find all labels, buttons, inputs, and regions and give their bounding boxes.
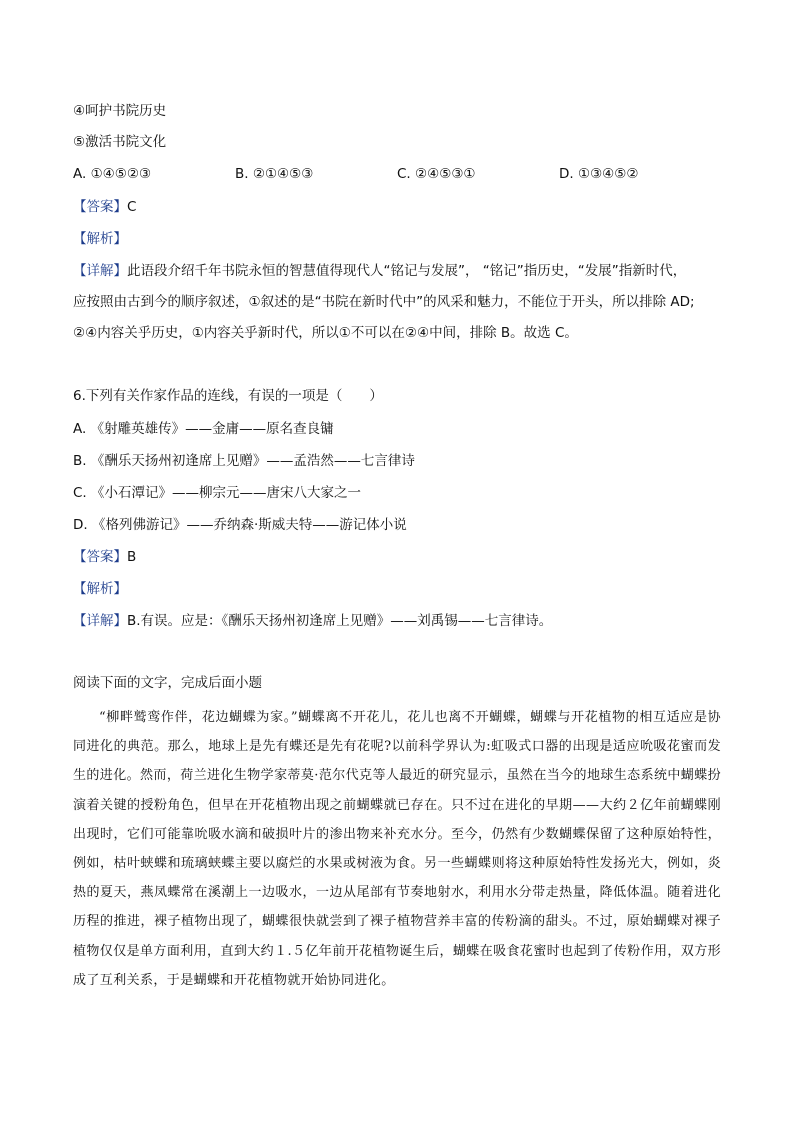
q6-option-a: A. 《射雕英雄传》——金庸——原名查良镛 [73,421,334,437]
q5-analysis-tag [73,229,127,249]
q6-detail [73,611,552,631]
q5-option-a: A. ①④⑤②③ [73,166,152,182]
q5-detail-line-3: ②④内容关乎历史，①内容关乎新时代，所以①不可以在②④中间，排除 B。故选 C。 [73,325,578,341]
answer-value: B [127,549,137,565]
analysis-tag: 【解析】 [73,581,127,597]
q6-option-c: C. 《小石潭记》——柳宗元——唐宋八大家之一 [73,485,362,501]
q5-answer [73,197,136,217]
q6-option-b: B. 《酬乐天扬州初逢席上见赠》——孟浩然——七言律诗 [73,453,415,469]
answer-value: C [127,199,137,215]
answer-tag: 【答案】 [73,199,127,215]
q5-option-d: D. ①③④⑤② [559,166,639,182]
q6-answer [73,547,136,567]
reading-passage [73,703,721,995]
q5-option-b: B. ②①④⑤③ [235,166,314,182]
passage-paragraph: “柳畔鹫鸾作伴，花边蝴蝶为家。”蝴蝶离不开花儿，花儿也离不开蝴蝶，蝴蝶与开花植物的相互适应是协同进化的典范。那么，地球上是先有蝶还是先有花呢?以前科学界认为:虹吸式口器的出现是适应吮吸花蜜而发生的进化。然而，荷兰进化生物学家蒂莫·范尔代克等人最近的研究显示，虽然在当今的地球生态系统中蝴蝶扮演着关键的授粉角色，但早在开花植物出现之前蝴蝶就已存在。只不过在进化的早期——大约２亿年前蝴蝶刚出现时，它们可能靠吮吸水滴和破损叶片的渗出物来补充水分。至今，仍然有少数蝴蝶保留了这种原始特性，例如，枯叶蛱蝶和琉璃蛱蝶主要以腐烂的水果或树液为食。另一些蝴蝶则将这种原始特性发扬光大，例如，炎热的夏天，燕凤蝶常在溪潮上一边吸水，一边从尾部有节奏地射水，利用水分带走热量，降低体温。随着进化历程的推进，裸子植物出现了，蝴蝶很快就尝到了裸子植物营养丰富的传粉滴的甜头。不过，原始蝴蝶对裸子植物仅仅是单方面利用，直到大约１.５亿年前开花植物诞生后，蝴蝶在吸食花蜜时也起到了传粉作用，双方形成了互利关系，于是蝴蝶和开花植物就开始协同进化。 [73,710,721,988]
q6-analysis-tag [73,579,127,599]
detail-text: 此语段介绍千年书院永恒的智慧值得现代人“铭记与发展”， “铭记”指历史，“发展”指新时代， [127,263,687,279]
q5-detail-line-1 [73,261,686,281]
q5-item-5: ⑤激活书院文化 [73,134,167,150]
analysis-tag: 【解析】 [73,231,127,247]
detail-tag: 【详解】 [73,263,127,279]
q6-stem: 6.下列有关作家作品的连线，有误的一项是（ ） [73,388,383,404]
q6-option-d: D. 《格列佛游记》——乔纳森·斯威夫特——游记体小说 [73,517,407,533]
reading-instruction: 阅读下面的文字，完成后面小题 [73,675,262,691]
q5-option-c: C. ②④⑤③① [397,166,476,182]
q5-item-4: ④呵护书院历史 [73,103,167,119]
detail-text: B.有误。应是：《酬乐天扬州初逢席上见赠》——刘禹锡——七言律诗。 [127,613,553,629]
answer-tag: 【答案】 [73,549,127,565]
detail-tag: 【详解】 [73,613,127,629]
q5-detail-line-2: 应按照由古到今的顺序叙述，①叙述的是“书院在新时代中”的风采和魅力，不能位于开头，所以排除 AD; [73,294,695,310]
